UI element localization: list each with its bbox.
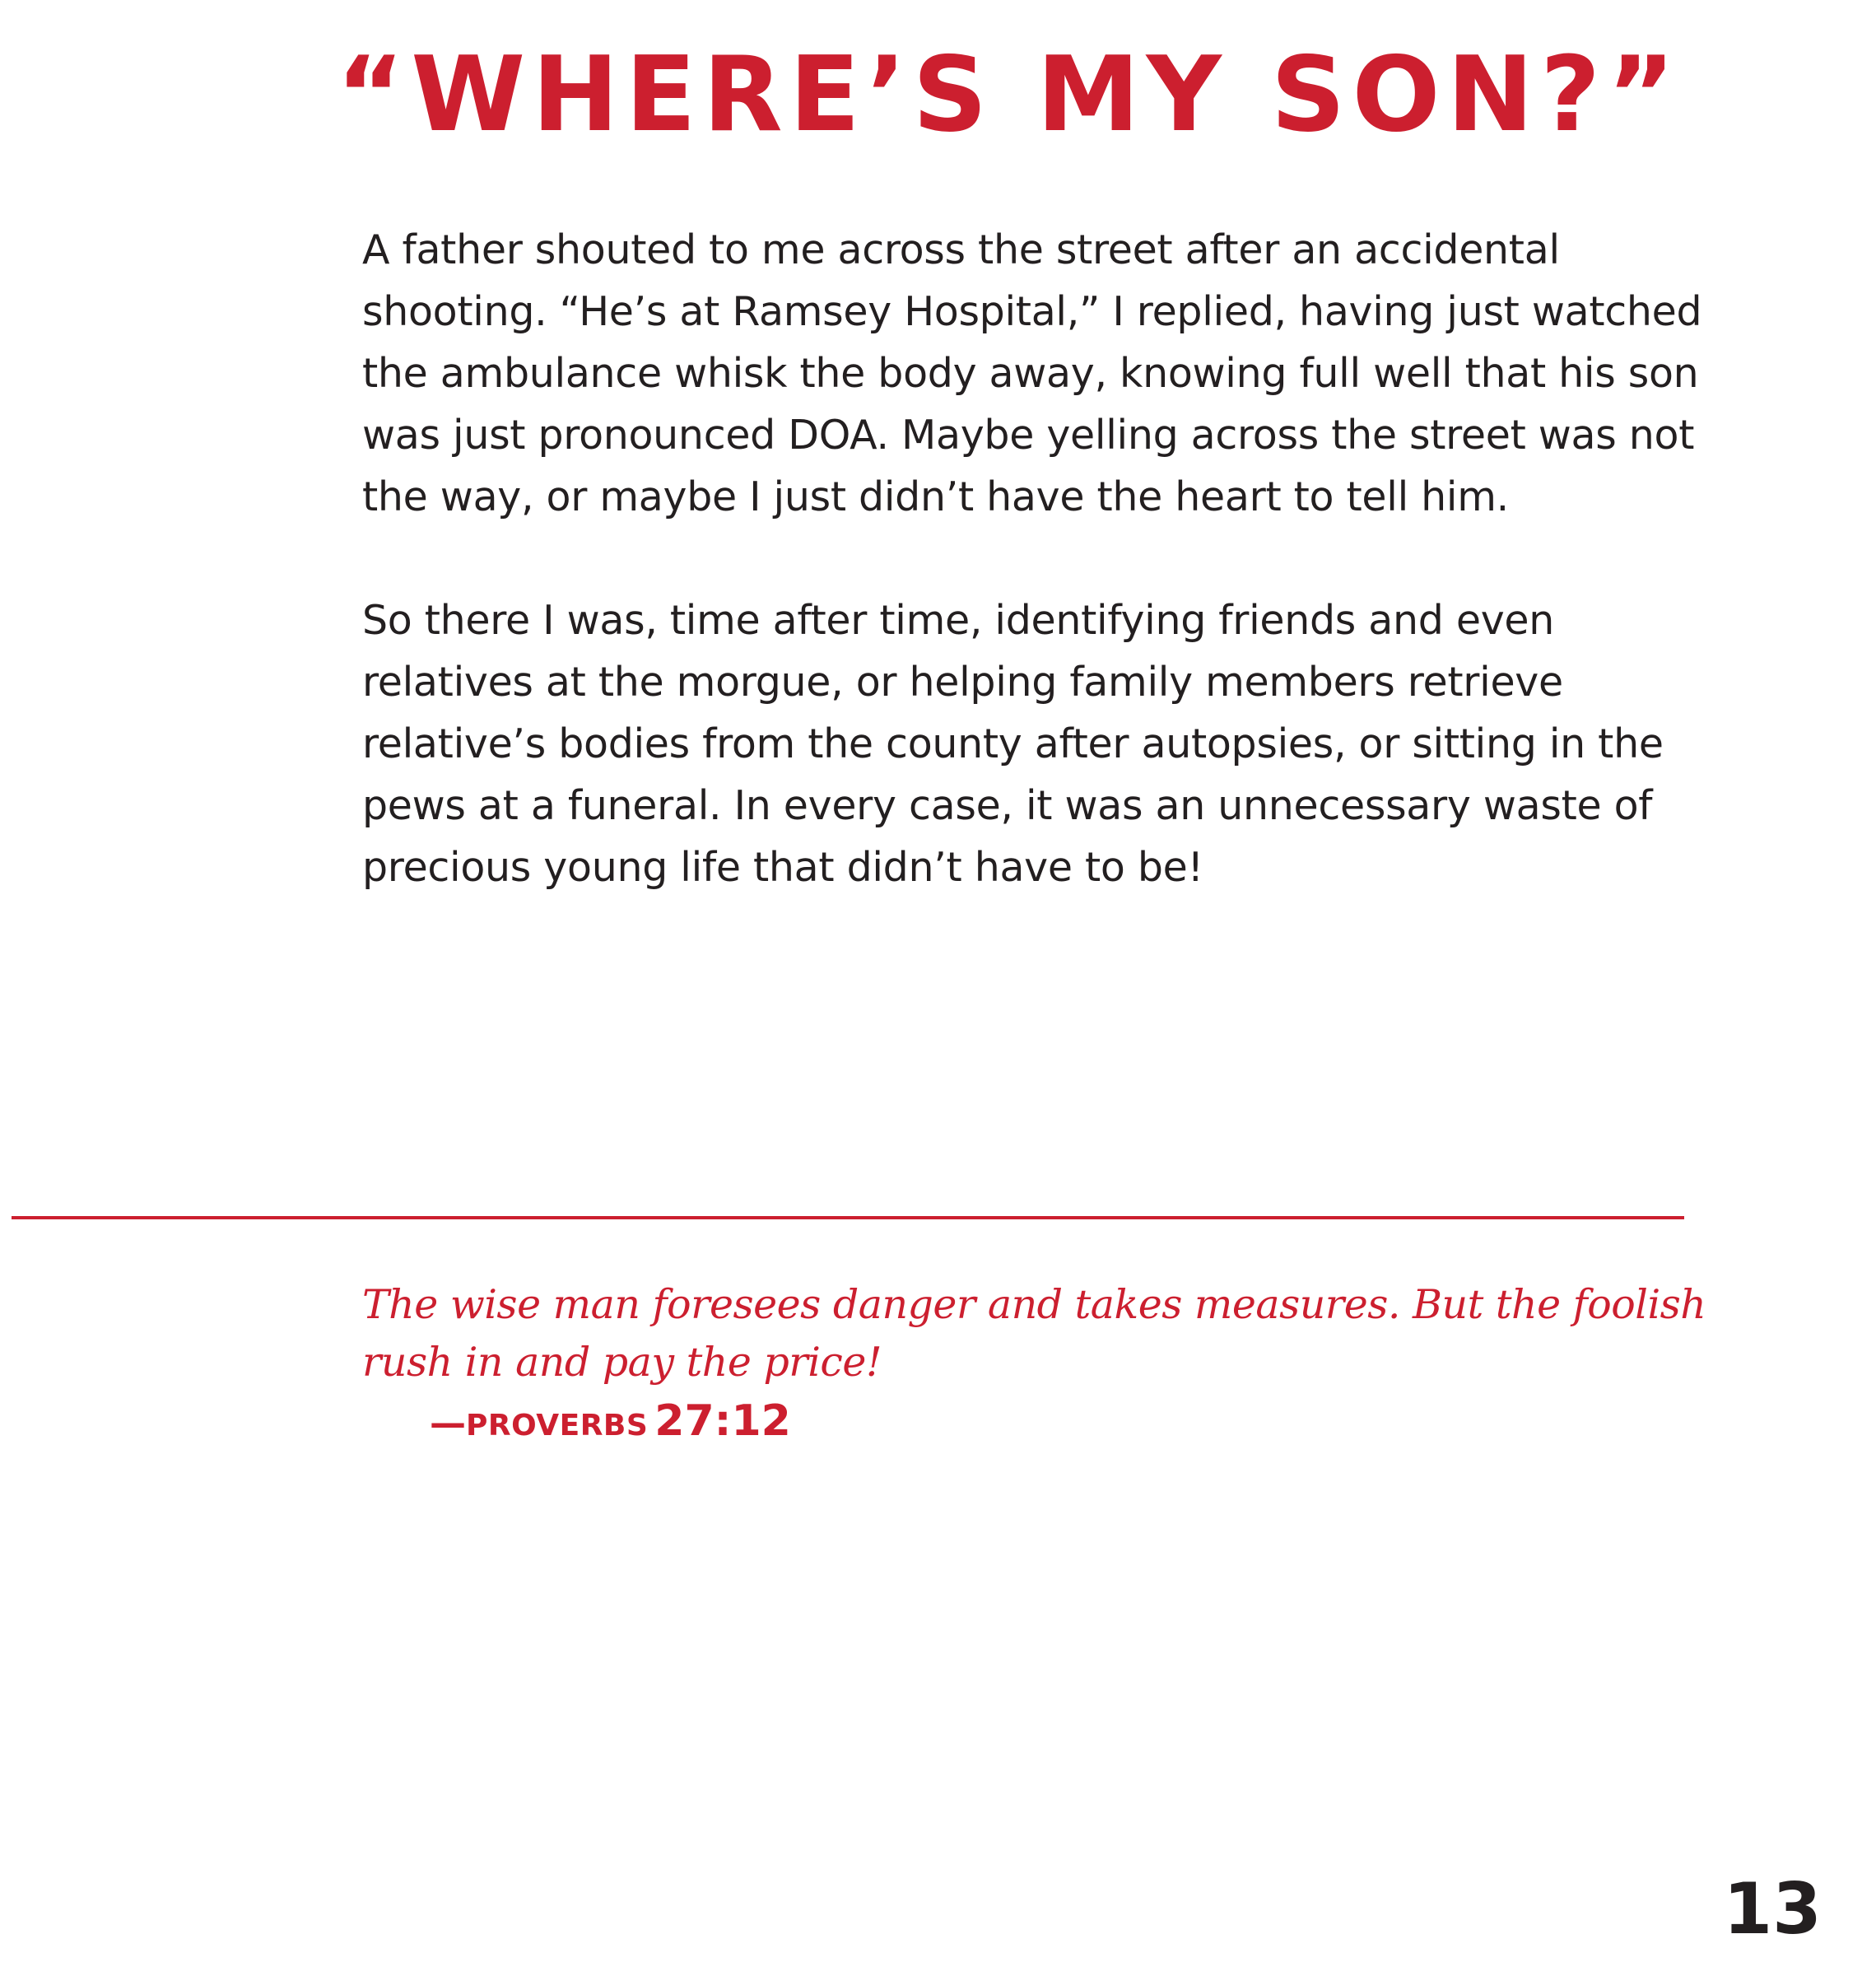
citation-book: PROVERBS [466,1409,649,1442]
scripture-citation [430,1396,791,1446]
citation-dash: — [430,1402,466,1444]
paragraph-1: A father shouted to me across the street after an accidental shooting. “He’s at Ramsey Hospital,” I replied, having just watched the ambulance whisk the body away, knowing full well that his son was just pronounced DOA. Maybe yelling across the street was not the way, or maybe I just didn’t have the heart to tell him. [362,226,1702,520]
body-text [362,219,1712,898]
paragraph-2: So there I was, time after time, identifying friends and even relatives at the morgue, or helping family members retrieve relative’s bodies from the county after autopsies, or sitting in the pews at a funeral. In every case, it was an unnecessary waste of precious young life that didn’t have to be! [362,597,1664,891]
page-number: 13 [1723,1868,1822,1950]
scripture-quote: The wise man foresees danger and takes measures. But the foolish rush in and pay the price! [362,1281,1706,1386]
citation-reference: 27:12 [654,1396,791,1446]
page-title: “WHERE’S MY SON?” [336,34,1682,155]
divider-line [12,1216,1684,1219]
